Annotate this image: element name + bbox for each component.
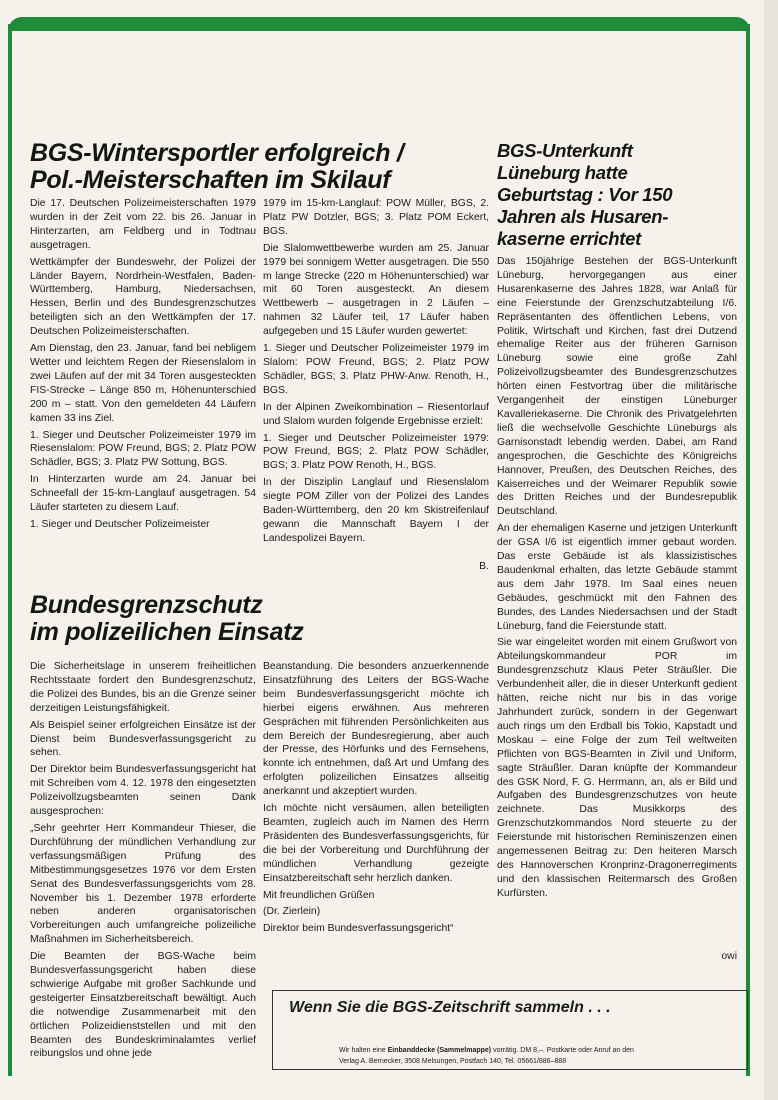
title-line: Jahren als Husaren- <box>497 206 669 227</box>
lueneburg-article-title <box>497 140 672 250</box>
paragraph: 1. Sieger und Deutscher Polizeimeister 1979 im Slalom: POW Freund, BGS; 2. Platz POW Schädler, BGS; 3. Platz PHW-Anw. Renoth, H., BGS. <box>263 343 489 396</box>
paragraph: In Hinterzarten wurde am 24. Januar bei Schneefall der 15-km-Langlauf ausgetragen. 54 Läufer starteten zu diesem Lauf. <box>30 474 256 514</box>
paragraph: Die Beamten der BGS-Wache beim Bundesverfassungsgericht haben diese schwierige Aufgabe mit großer Sachkunde und gesteigerter Einsatzbereitschaft bewältigt. Auch die notwendige Zusammenarbeit mit den örtlichen Polizeidienststellen und mit den Beamten des Bundeskriminalamtes verlief reibungslos und ohne jede <box>30 951 256 1060</box>
paragraph: Sie war eingeleitet worden mit einem Grußwort von Abteilungskommandeur POR im Bundesgrenzschutz Klaus Peter Sträußler. Die Verbundenheit aller, die in dieser Unterkunft gedient hätten, reiche nicht nur bis in das vorige Jahrhundert zurück, sondern in der Gegenwart auch rings um den Erdball bis Tokio, Kapstadt und Moskau – eine Folge der zum Teil weltweiten Pflichten von BGS-Beamten in Zivil und Uniform, sagte Sträußler. Daran knüpfte der Kommandeur des GSK Nord, F. G. Herrmann, an, als er Bild und Aufgaben des Bundesgrenzschutzes von heute zeichnete. Das Musikkorps des Grenzschutzkommandos Nord steuerte zu der Feierstunde mit historischen Reminiszenzen einen angemessenen Beitrag zu: Den heiteren Marsch des Hannoverschen Kronprinz-Dragonerregiments und den klassischen Reitermarsch des Großen Kurfürsten. <box>497 637 737 899</box>
title-line: BGS-Wintersportler erfolgreich / <box>30 139 404 167</box>
collect-magazine-notice <box>272 990 748 1070</box>
title-line: kaserne errichtet <box>497 228 642 249</box>
paragraph: Ich möchte nicht versäumen, allen beteiligten Beamten, zugleich auch im Namen des Herrn Präsidenten des Bundesverfassungsgerichts, für die bei der Vorbereitung und Durchführung der mündlichen Verhandlung gezeigte Einsatzbereitschaft sehr herzlich danken. <box>263 803 489 884</box>
scan-page-edge <box>764 0 778 1100</box>
paragraph: Am Dienstag, den 23. Januar, fand bei nebligem Wetter und leichtem Regen der Riesenslalom in zwei Läufen auf der mit 34 Toren ausgesteckten FIS-Strecke – Länge 850 m, Höhenunterschied 200 m – statt. Von den gemeldeten 44 Läufern kamen 33 ins Ziel. <box>30 343 256 424</box>
paragraph: 1. Sieger und Deutscher Polizeimeister 1979: POW Freund, BGS; 2. Platz POW Schädler, BGS; 3. Platz POW Renoth, H., BGS. <box>263 432 489 472</box>
paragraph: An der ehemaligen Kaserne und jetzigen Unterkunft der GSA I/6 ist eigentlich immer gebaut worden. Das erste Gebäude ist als klassizistisches Baudenkmal erhalten, das letzte Gebäude stammt aus dem Jahr 1978. Im Saal eines neuen Gebäudes, geschmückt mit den Fahnen des Bundes, des Landes Niedersachsen und der Stadt Lüneburg, fand die Feierstunde statt. <box>497 523 737 632</box>
paragraph: Direktor beim Bundesverfassungsgericht“ <box>263 923 454 935</box>
title-line: Lüneburg hatte <box>497 162 628 183</box>
green-frame-top <box>8 17 750 31</box>
title-line: BGS-Unterkunft <box>497 140 633 161</box>
ski-article-title <box>30 140 404 194</box>
green-frame-left <box>8 24 12 1076</box>
ski-article-signature-wrap <box>263 560 489 577</box>
lueneburg-article-column <box>497 255 737 904</box>
notice-text <box>339 1045 634 1067</box>
ski-article-signature: B. <box>479 561 489 572</box>
title-line: Geburtstag : Vor 150 <box>497 184 673 205</box>
lueneburg-signature-wrap <box>497 950 737 967</box>
notice-text-bold: Einbanddecke (Sammelmappe) <box>387 1047 492 1054</box>
paragraph: In der Disziplin Langlauf und Riesenslalom siegte POM Ziller von der Polizei des Landes Baden-Württemberg, den 20 km Skistreifenlauf gewann die Mannschaft Bayern I der Landespolizei Bayern. <box>263 477 489 544</box>
paragraph: Die Slalomwettbewerbe wurden am 25. Januar 1979 bei sonnigem Wetter ausgetragen. Die 550 m lange Strecke (220 m Höhenunterschied) war mit 60 Toren ausgesteckt. An diesem Wettbewerb – ausgetragen in 2 Läufen – nahmen 32 Läufer teil, 17 Läufer haben aufgegeben und 15 Läufer wurden gewertet: <box>263 242 489 338</box>
paragraph: Beanstandung. Die besonders anzuerkennende Einsatzführung des Leiters der BGS-Wache beim Bundesverfassungsgericht möchte ich hierbei eigens erwähnen. Aus mehreren Gesprächen mit führenden Persönlichkeiten aus dem Bereich der Bundesregierung, aber auch der Presse, des Hörfunks und des Fernsehens, konnte ich entnehmen, daß Art und Umfang des erfolgten polizeilichen Einsatzes allseitig anerkannt und akzeptiert wurden. <box>263 661 489 798</box>
green-frame-right <box>746 24 750 1076</box>
title-line: Pol.-Meisterschaften im Skilauf <box>30 166 391 194</box>
title-line: Bundesgrenzschutz <box>30 591 263 619</box>
notice-text-part: Wir halten eine <box>339 1047 388 1054</box>
paragraph: „Sehr geehrter Herr Kommandeur Thieser, die Durchführung der mündlichen Verhandlung zur verfassungsmäßigen Prüfung des Mitbestimmungsgesetzes 1976 vor dem Ersten Senat des Bundesverfassungsgerichts vom 28. November bis 1. Dezember 1978 erforderte neben anderen organisatorischen Vorbereitungen auch umfangreiche polizeiliche Maßnahmen im Sicherheitsbereich. <box>30 822 256 946</box>
notice-text-address: Verlag A. Bernecker, 3508 Melsungen, Postfach 140, Tel. 05661/886–888 <box>339 1058 567 1065</box>
paragraph: Das 150jährige Bestehen der BGS-Unterkunft Lüneburg, hervorgegangen aus einer Husarenkaserne des Jahres 1828, war Anlaß für eine Feierstunde der Grenzschutzabteilung I/6. Repräsentanten des öffentlichen Lebens, von Politik, Wirtschaft und Kirchen, fast drei Dutzend ehemalige Reiter aus der früheren Garnison Lüneburg sowie eine große Zahl Polizeivollzugsbeamter des Bundesgrenzschutzes hörten einen Festvortrag über die militärische Vergangenheit der einstigen Lüneburger Kavalleriekaserne. Die Chronik des Privatgelehrten ließ die wechselvolle Geschichte Lüneburgs als Garnisonstadt lebendig werden. Dabei, am Rand angesprochen, die Geschichte des Königreichs Hannover, Preußen, des Deutschen Reiches, des Kaiserreiches und der Weimarer Republik sowie des Dritten Reiches und der Bundesrepublik Deutschland. <box>497 256 737 518</box>
paragraph: Der Direktor beim Bundesverfassungsgericht hat mit Schreiben vom 4. 12. 1978 den eingesetzten Polizeivollzugsbeamten seinen Dank ausgesprochen: <box>30 764 256 818</box>
ski-article-column-2 <box>263 197 489 549</box>
paragraph: Wettkämpfer der Bundeswehr, der Polizei der Länder Bayern, Nordrhein-Westfalen, Baden-Württemberg, Hamburg, Niedersachsen, Hessen, Berlin und des Bundesgrenzschutzes beteiligten sich an den Wettkämpfen der 17. Deutschen Polizeimeisterschaften. <box>30 256 256 338</box>
lueneburg-article-signature: owi <box>721 951 737 962</box>
notice-text-part: vorrätig. DM 8,–. Postkarte oder Anruf an den <box>491 1047 634 1054</box>
title-line: im polizeilichen Einsatz <box>30 618 304 646</box>
ski-article-column-1 <box>30 197 256 535</box>
paragraph: Mit freundlichen Grüßen <box>263 889 375 901</box>
bgs-article-column-1 <box>30 660 256 1064</box>
bgs-article-column-2 <box>263 660 489 939</box>
bgs-article-title <box>30 592 303 646</box>
paragraph: Die Sicherheitslage in unserem freiheitlichen Rechtsstaate fordert den Bundesgrenzschutz, die Polizei des Bundes, bis an die Grenze seiner derzeitigen Leistungsfähigkeit. <box>30 661 256 714</box>
paragraph: 1979 im 15-km-Langlauf: POW Müller, BGS, 2. Platz PW Dotzler, BGS; 3. Platz POM Eckert, BGS. <box>263 198 489 237</box>
paragraph: Als Beispiel seiner erfolgreichen Einsätze ist der Dienst beim Bundesverfassungsgericht zu sehen. <box>30 719 256 759</box>
paragraph: (Dr. Zierlein) <box>263 906 321 918</box>
notice-title: Wenn Sie die BGS-Zeitschrift sammeln . . . <box>289 999 611 1016</box>
paragraph: In der Alpinen Zweikombination – Riesentorlauf und Slalom wurden folgende Ergebnisse erzielt: <box>263 401 489 427</box>
paragraph: 1. Sieger und Deutscher Polizeimeister <box>30 518 210 530</box>
frame-inner-mask <box>12 31 746 61</box>
paragraph: 1. Sieger und Deutscher Polizeimeister 1979 im Riesenslalom: POW Freund, BGS; 2. Platz POW Schädler, BGS; 3. Platz PW Sottung, BGS. <box>30 429 256 469</box>
paragraph: Die 17. Deutschen Polizeimeisterschaften 1979 wurden in der Zeit vom 22. bis 26. Januar in Hinterzarten, am Feldberg und in Todtnau ausgetragen. <box>30 198 256 251</box>
